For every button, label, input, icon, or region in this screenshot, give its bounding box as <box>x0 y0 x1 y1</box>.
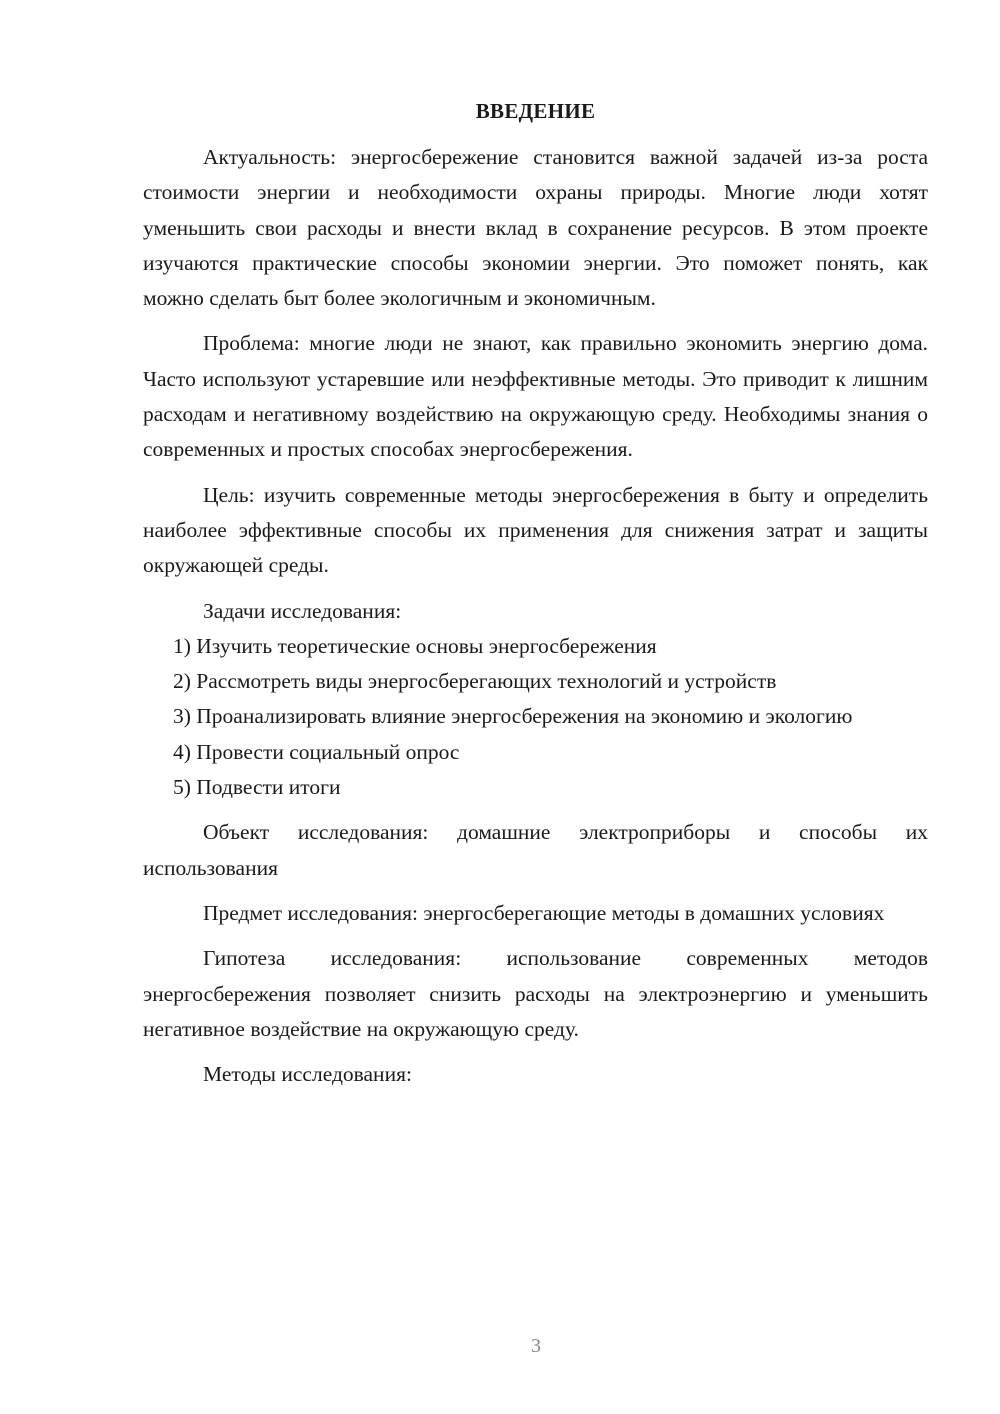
task-item-4: 4) Провести социальный опрос <box>173 739 460 764</box>
task-item-1: 1) Изучить теоретические основы энергосбережения <box>173 633 657 658</box>
section-title: ВВЕДЕНИЕ <box>475 99 596 123</box>
document-body <box>143 140 928 1092</box>
task-item-5: 5) Подвести итоги <box>173 775 341 800</box>
paragraph-hypothesis: Гипотеза исследования: использование современных методов энергосбережения позволяет снизить расходы на электроэнергию и уменьшить негативное воздействие на окружающую среду. <box>143 946 928 1041</box>
paragraph-subject: Предмет исследования: энергосберегающие методы в домашних условиях <box>203 900 885 925</box>
paragraph-problem: Проблема: многие люди не знают, как правильно экономить энергию дома. Часто используют устаревшие или неэффективные методы. Это приводит к лишним расходам и негативному воздействию на окружающую среду. Необходимы знания о современных и простых способах энергосбережения. <box>143 331 928 462</box>
task-item-3: 3) Проанализировать влияние энергосбережения на экономию и экологию <box>173 704 853 729</box>
paragraph-object: Объект исследования: домашние электроприборы и способы их использования <box>143 820 928 880</box>
paragraph-methods: Методы исследования: <box>203 1062 412 1087</box>
task-item-2: 2) Рассмотреть виды энергосберегающих технологий и устройств <box>173 669 777 694</box>
paragraph-tasks-heading: Задачи исследования: <box>203 598 402 623</box>
paragraph-relevance: Актуальность: энергосбережение становится важной задачей из-за роста стоимости энергии и необходимости охраны природы. Многие люди хотят уменьшить свои расходы и внести вклад в сохранение ресурсов. В этом проекте изучаются практические способы экономии энергии. Это поможет понять, как можно сделать быт более экологичным и экономичным. <box>143 145 928 311</box>
page-number: 3 <box>531 1335 541 1357</box>
paragraph-goal: Цель: изучить современные методы энергосбережения в быту и определить наиболее эффективные способы их применения для снижения затрат и защиты окружающей среды. <box>143 482 928 578</box>
